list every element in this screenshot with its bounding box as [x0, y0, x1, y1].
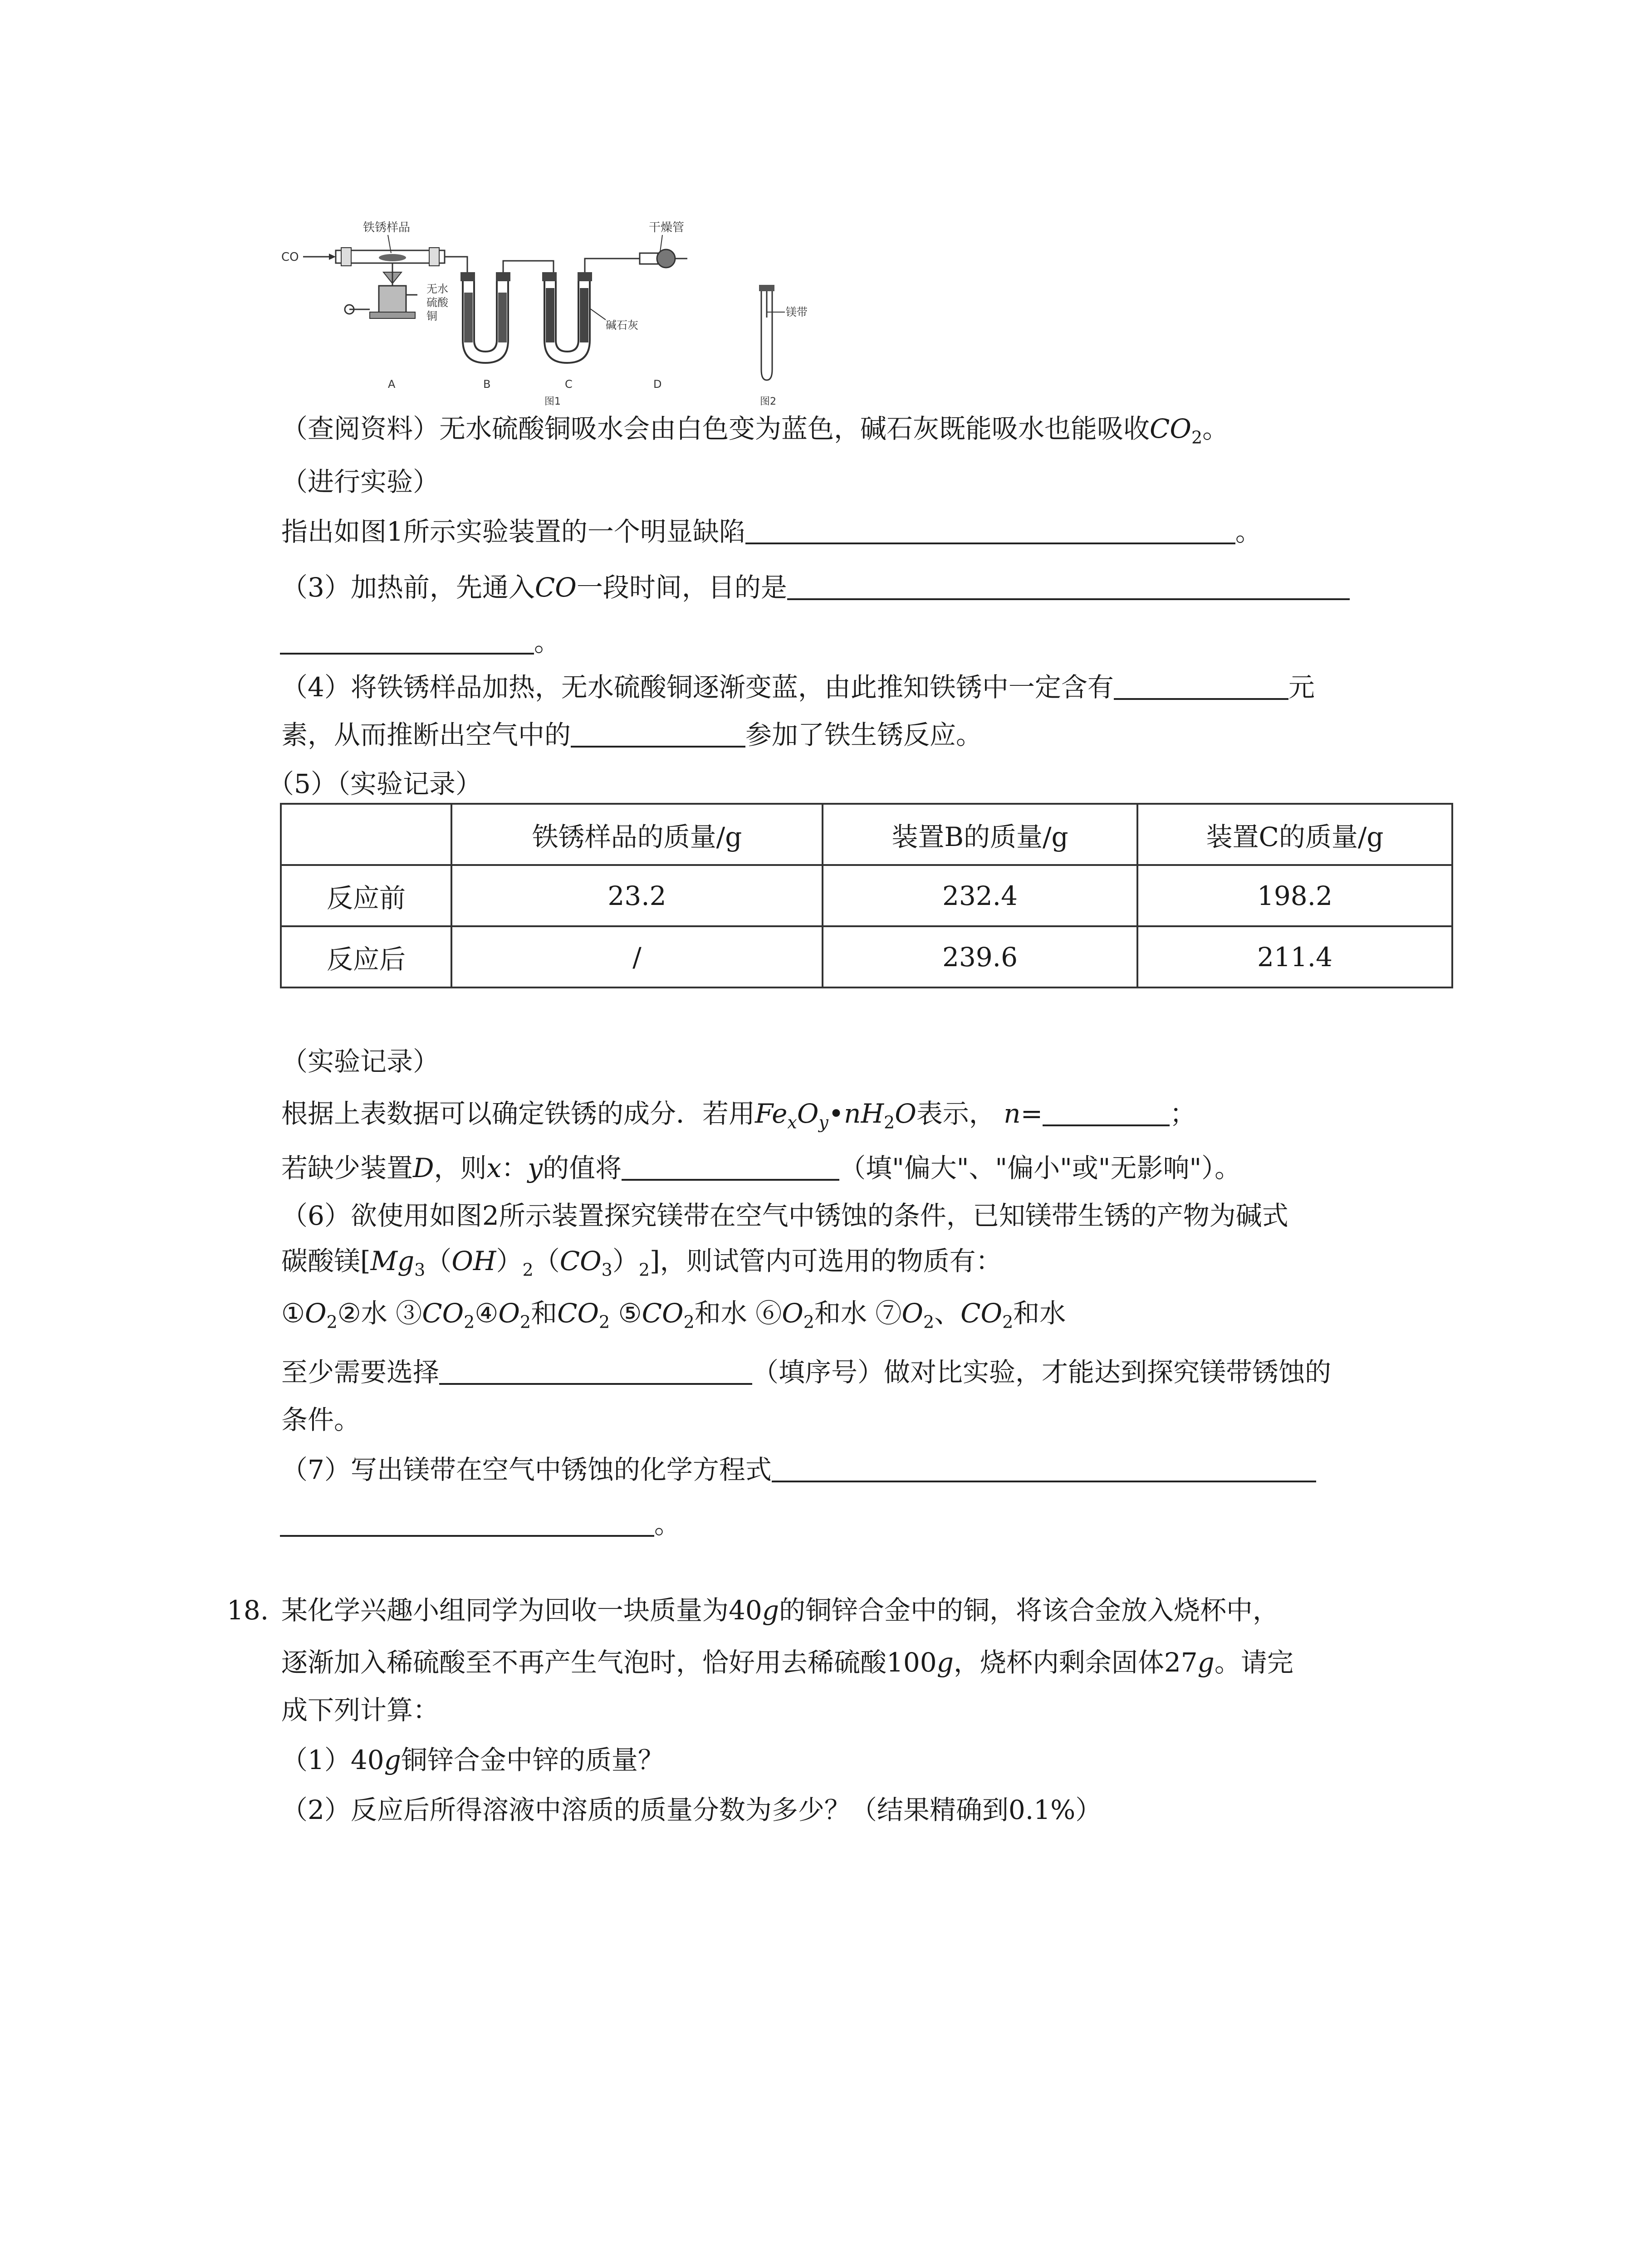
- choose-question: 至少需要选择 （填序号）做对比实验，才能达到探究镁带锈蚀的: [281, 1357, 1332, 1388]
- table-cell: 211.4: [1137, 926, 1452, 987]
- equation-blank-2[interactable]: [280, 1508, 654, 1537]
- equation-blank[interactable]: [772, 1453, 1316, 1482]
- drying-tube-d: [640, 253, 658, 264]
- question-4: （4）将铁锈样品加热，无水硫酸铜逐渐变蓝，由此推知铁锈中一定含有 元: [281, 672, 1315, 703]
- problem-18-q1: （1）40g铜锌合金中锌的质量？: [281, 1745, 664, 1775]
- anhydrous-label-1: 无水: [426, 283, 448, 295]
- question-3: （3）加热前，先通入CO一段时间，目的是: [281, 569, 1350, 606]
- question-6-continued: 碳酸镁$[Mg_3(OH)_2(CO_3)_2]$，则试管内可选用的物质有：: [281, 1246, 1002, 1280]
- anhydrous-label-3: 铜: [426, 310, 437, 323]
- formula-question: 根据上表数据可以确定铁锈的成分．若用$Fe_xO_y•nH_2O$表示， n= ；: [281, 1098, 1196, 1133]
- ratio-effect-blank[interactable]: [622, 1152, 839, 1181]
- soda-lime-label: 碱石灰: [606, 319, 638, 332]
- missing-d-question: 若缺少装置D，则x：y的值将 （填"偏大"、"偏小"或"无影响"）。: [281, 1153, 1241, 1183]
- problem-18-line-3: 成下列计算：: [281, 1695, 440, 1725]
- co-label: CO: [281, 250, 299, 264]
- table-row: [281, 865, 1452, 926]
- table-cell: 232.4: [823, 865, 1137, 926]
- drying-tube-label: 干燥管: [649, 221, 685, 235]
- question-7: （7）写出镁带在空气中锈蚀的化学方程式: [281, 1452, 1316, 1488]
- table-cell: 239.6: [823, 926, 1137, 987]
- options-line: $①O_2②$水 $③CO_2④O_2$和$CO_2$ $⑤CO_2$和水 $⑥O_2$和水 $⑦O_2$、$CO_2$和水: [281, 1298, 1066, 1332]
- question-5: （5）（实验记录）: [268, 768, 482, 799]
- q4-element-blank[interactable]: [1114, 671, 1288, 700]
- q4-air-blank[interactable]: [571, 719, 745, 748]
- choice-blank[interactable]: [439, 1356, 752, 1385]
- question-4-continued: 素，从而推断出空气中的 参加了铁生锈反应。: [281, 719, 983, 750]
- table-cell: 198.2: [1137, 865, 1452, 926]
- q3-answer-blank[interactable]: [787, 571, 1350, 600]
- record-heading: （实验记录）: [281, 1046, 440, 1077]
- question-7-continued: 。: [280, 1506, 681, 1542]
- choose-question-continued: 条件。: [281, 1404, 361, 1435]
- table-cell: 反应后: [281, 926, 451, 987]
- table-cell: 反应前: [281, 865, 451, 926]
- anhydrous-label-2: 硫酸: [426, 296, 448, 309]
- table-cell: 23.2: [451, 865, 823, 926]
- label-a: A: [388, 378, 396, 391]
- table-header-cell: 装置B的质量/g: [823, 804, 1137, 865]
- table-header-cell: 装置C的质量/g: [1137, 804, 1452, 865]
- table-row: [281, 926, 1452, 987]
- fig2-label: 图2: [760, 396, 776, 407]
- table-header-cell: 铁锈样品的质量/g: [451, 804, 823, 865]
- problem-18-line-2: 逐渐加入稀硫酸至不再产生气泡时，恰好用去稀硫酸100g，烧杯内剩余固体27g。请完: [281, 1647, 1293, 1678]
- problem-18-q2: （2）反应后所得溶液中溶质的质量分数为多少？（结果精确到0.1%）: [281, 1794, 1102, 1825]
- problem-18-line-1: 某化学兴趣小组同学为回收一块质量为40g的铜锌合金中的铜，将该合金放入烧杯中，: [281, 1595, 1279, 1626]
- q3-answer-blank-2[interactable]: [280, 626, 534, 655]
- experiment-record-table: [280, 803, 1453, 988]
- table-header-row: [281, 804, 1452, 865]
- table-header-cell: [281, 804, 451, 865]
- table-cell: /: [451, 926, 823, 987]
- defect-answer-blank[interactable]: [745, 515, 1235, 544]
- question-3-continued: 。: [280, 624, 560, 660]
- n-value-blank[interactable]: [1043, 1097, 1170, 1126]
- label-c: C: [565, 378, 573, 391]
- sample-label: 铁锈样品: [363, 221, 411, 235]
- apparatus-figure: [272, 209, 817, 408]
- label-d: D: [653, 378, 662, 391]
- reference-line: （查阅资料）无水硫酸铜吸水会由白色变为蓝色，碱石灰既能吸水也能吸收$CO_2$。: [281, 413, 1229, 448]
- problem-18-number: 18.: [227, 1595, 269, 1626]
- label-b: B: [483, 378, 491, 391]
- fig1-label: 图1: [544, 396, 561, 407]
- experiment-heading: （进行实验）: [281, 466, 440, 497]
- question-6: （6）欲使用如图2所示装置探究镁带在空气中锈蚀的条件，已知镁带生锈的产物为碱式: [281, 1200, 1288, 1231]
- mg-ribbon-label: 镁带: [786, 306, 808, 318]
- defect-question: 指出如图1所示实验装置的一个明显缺陷 。: [281, 516, 1262, 547]
